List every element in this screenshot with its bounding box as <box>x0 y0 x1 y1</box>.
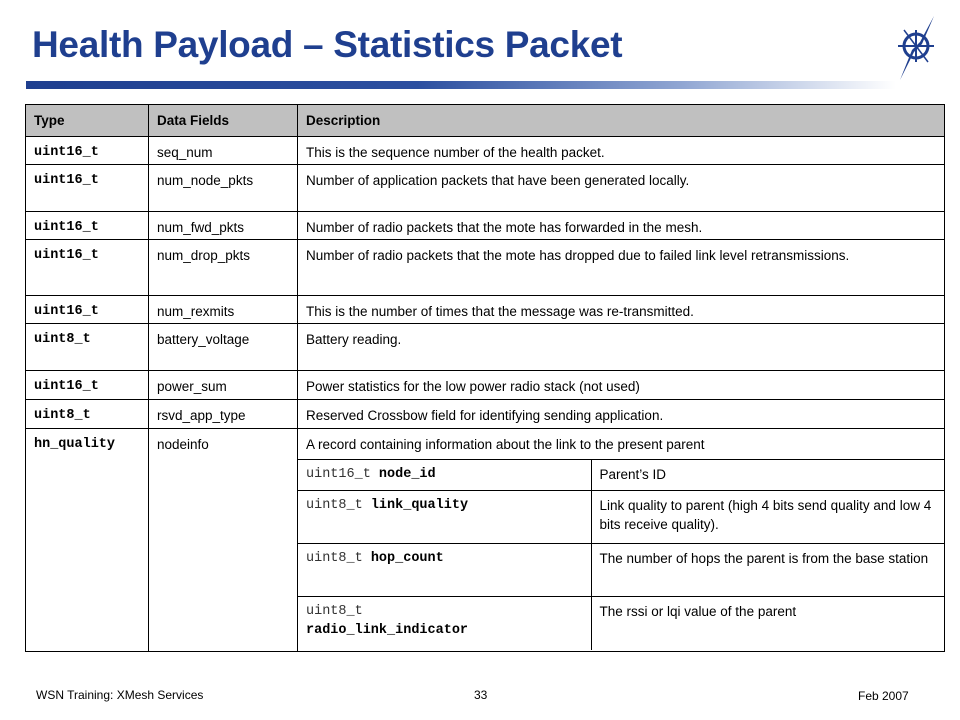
sub-field-name: node_id <box>378 467 436 482</box>
sub-field-cell <box>298 460 591 490</box>
field-cell: num_fwd_pkts <box>149 212 298 240</box>
description-cell: Number of application packets that have been generated locally. <box>298 165 945 212</box>
type-cell: uint16_t <box>26 137 149 165</box>
footer-course-title: WSN Training: XMesh Services <box>36 688 204 702</box>
description-cell: Reserved Crossbow field for identifying sending application. <box>298 400 945 429</box>
table-row <box>26 212 945 240</box>
description-cell: Battery reading. <box>298 324 945 371</box>
header-data-fields: Data Fields <box>149 105 298 137</box>
compass-logo-icon <box>886 12 946 84</box>
field-cell: rsvd_app_type <box>149 400 298 429</box>
description-cell: Number of radio packets that the mote has forwarded in the mesh. <box>298 212 945 240</box>
type-cell: hn_quality <box>26 429 149 652</box>
sub-field-cell <box>298 490 591 543</box>
sub-description-cell: Link quality to parent (high 4 bits send quality and low 4 bits receive quality). <box>591 490 945 543</box>
field-cell: num_rexmits <box>149 296 298 324</box>
sub-field-name: radio_link_indicator <box>306 622 469 638</box>
type-cell: uint16_t <box>26 371 149 400</box>
type-cell: uint16_t <box>26 296 149 324</box>
sub-field-cell <box>298 596 591 650</box>
nested-row <box>298 543 945 596</box>
description-cell: This is the number of times that the message was re-transmitted. <box>298 296 945 324</box>
table-row <box>26 165 945 212</box>
field-cell: num_drop_pkts <box>149 240 298 296</box>
statistics-table <box>25 104 945 652</box>
field-cell: seq_num <box>149 137 298 165</box>
field-cell: nodeinfo <box>149 429 298 652</box>
table-row-nested <box>26 429 945 652</box>
field-cell: battery_voltage <box>149 324 298 371</box>
sub-field-type: uint8_t <box>306 550 363 566</box>
description-cell: Number of radio packets that the mote has dropped due to failed link level retransmissions. <box>298 240 945 296</box>
nested-row <box>298 460 945 490</box>
sub-field-type: uint8_t <box>306 603 363 619</box>
sub-field-type: uint8_t <box>306 497 363 513</box>
description-cell: A record containing information about the link to the present parent <box>298 429 944 460</box>
sub-field-name: link_quality <box>370 497 469 513</box>
type-cell: uint16_t <box>26 240 149 296</box>
nested-struct-table <box>298 460 945 650</box>
header-type: Type <box>26 105 149 137</box>
footer-date: Feb 2007 <box>858 689 909 703</box>
type-cell: uint8_t <box>26 400 149 429</box>
sub-field-type: uint16_t <box>306 467 371 482</box>
sub-field-name: hop_count <box>370 550 444 566</box>
type-cell: uint16_t <box>26 212 149 240</box>
header-description: Description <box>298 105 945 137</box>
field-cell: power_sum <box>149 371 298 400</box>
nested-row <box>298 596 945 650</box>
sub-description-cell: The rssi or lqi value of the parent <box>591 596 945 650</box>
table-row <box>26 324 945 371</box>
title-underline <box>26 81 896 89</box>
nested-row <box>298 490 945 543</box>
page-title: Health Payload – Statistics Packet <box>32 24 623 65</box>
table-row <box>26 296 945 324</box>
nested-description-cell <box>298 429 945 652</box>
type-cell: uint16_t <box>26 165 149 212</box>
table-row <box>26 240 945 296</box>
table-row <box>26 137 945 165</box>
description-cell: This is the sequence number of the health packet. <box>298 137 945 165</box>
field-cell: num_node_pkts <box>149 165 298 212</box>
description-cell: Power statistics for the low power radio stack (not used) <box>298 371 945 400</box>
table-row <box>26 400 945 429</box>
sub-field-cell <box>298 543 591 596</box>
type-cell: uint8_t <box>26 324 149 371</box>
table-header-row <box>26 105 945 137</box>
table-row <box>26 371 945 400</box>
sub-description-cell: The number of hops the parent is from the base station <box>591 543 945 596</box>
sub-description-cell: Parent’s ID <box>591 460 945 490</box>
footer-page-number: 33 <box>474 688 488 702</box>
